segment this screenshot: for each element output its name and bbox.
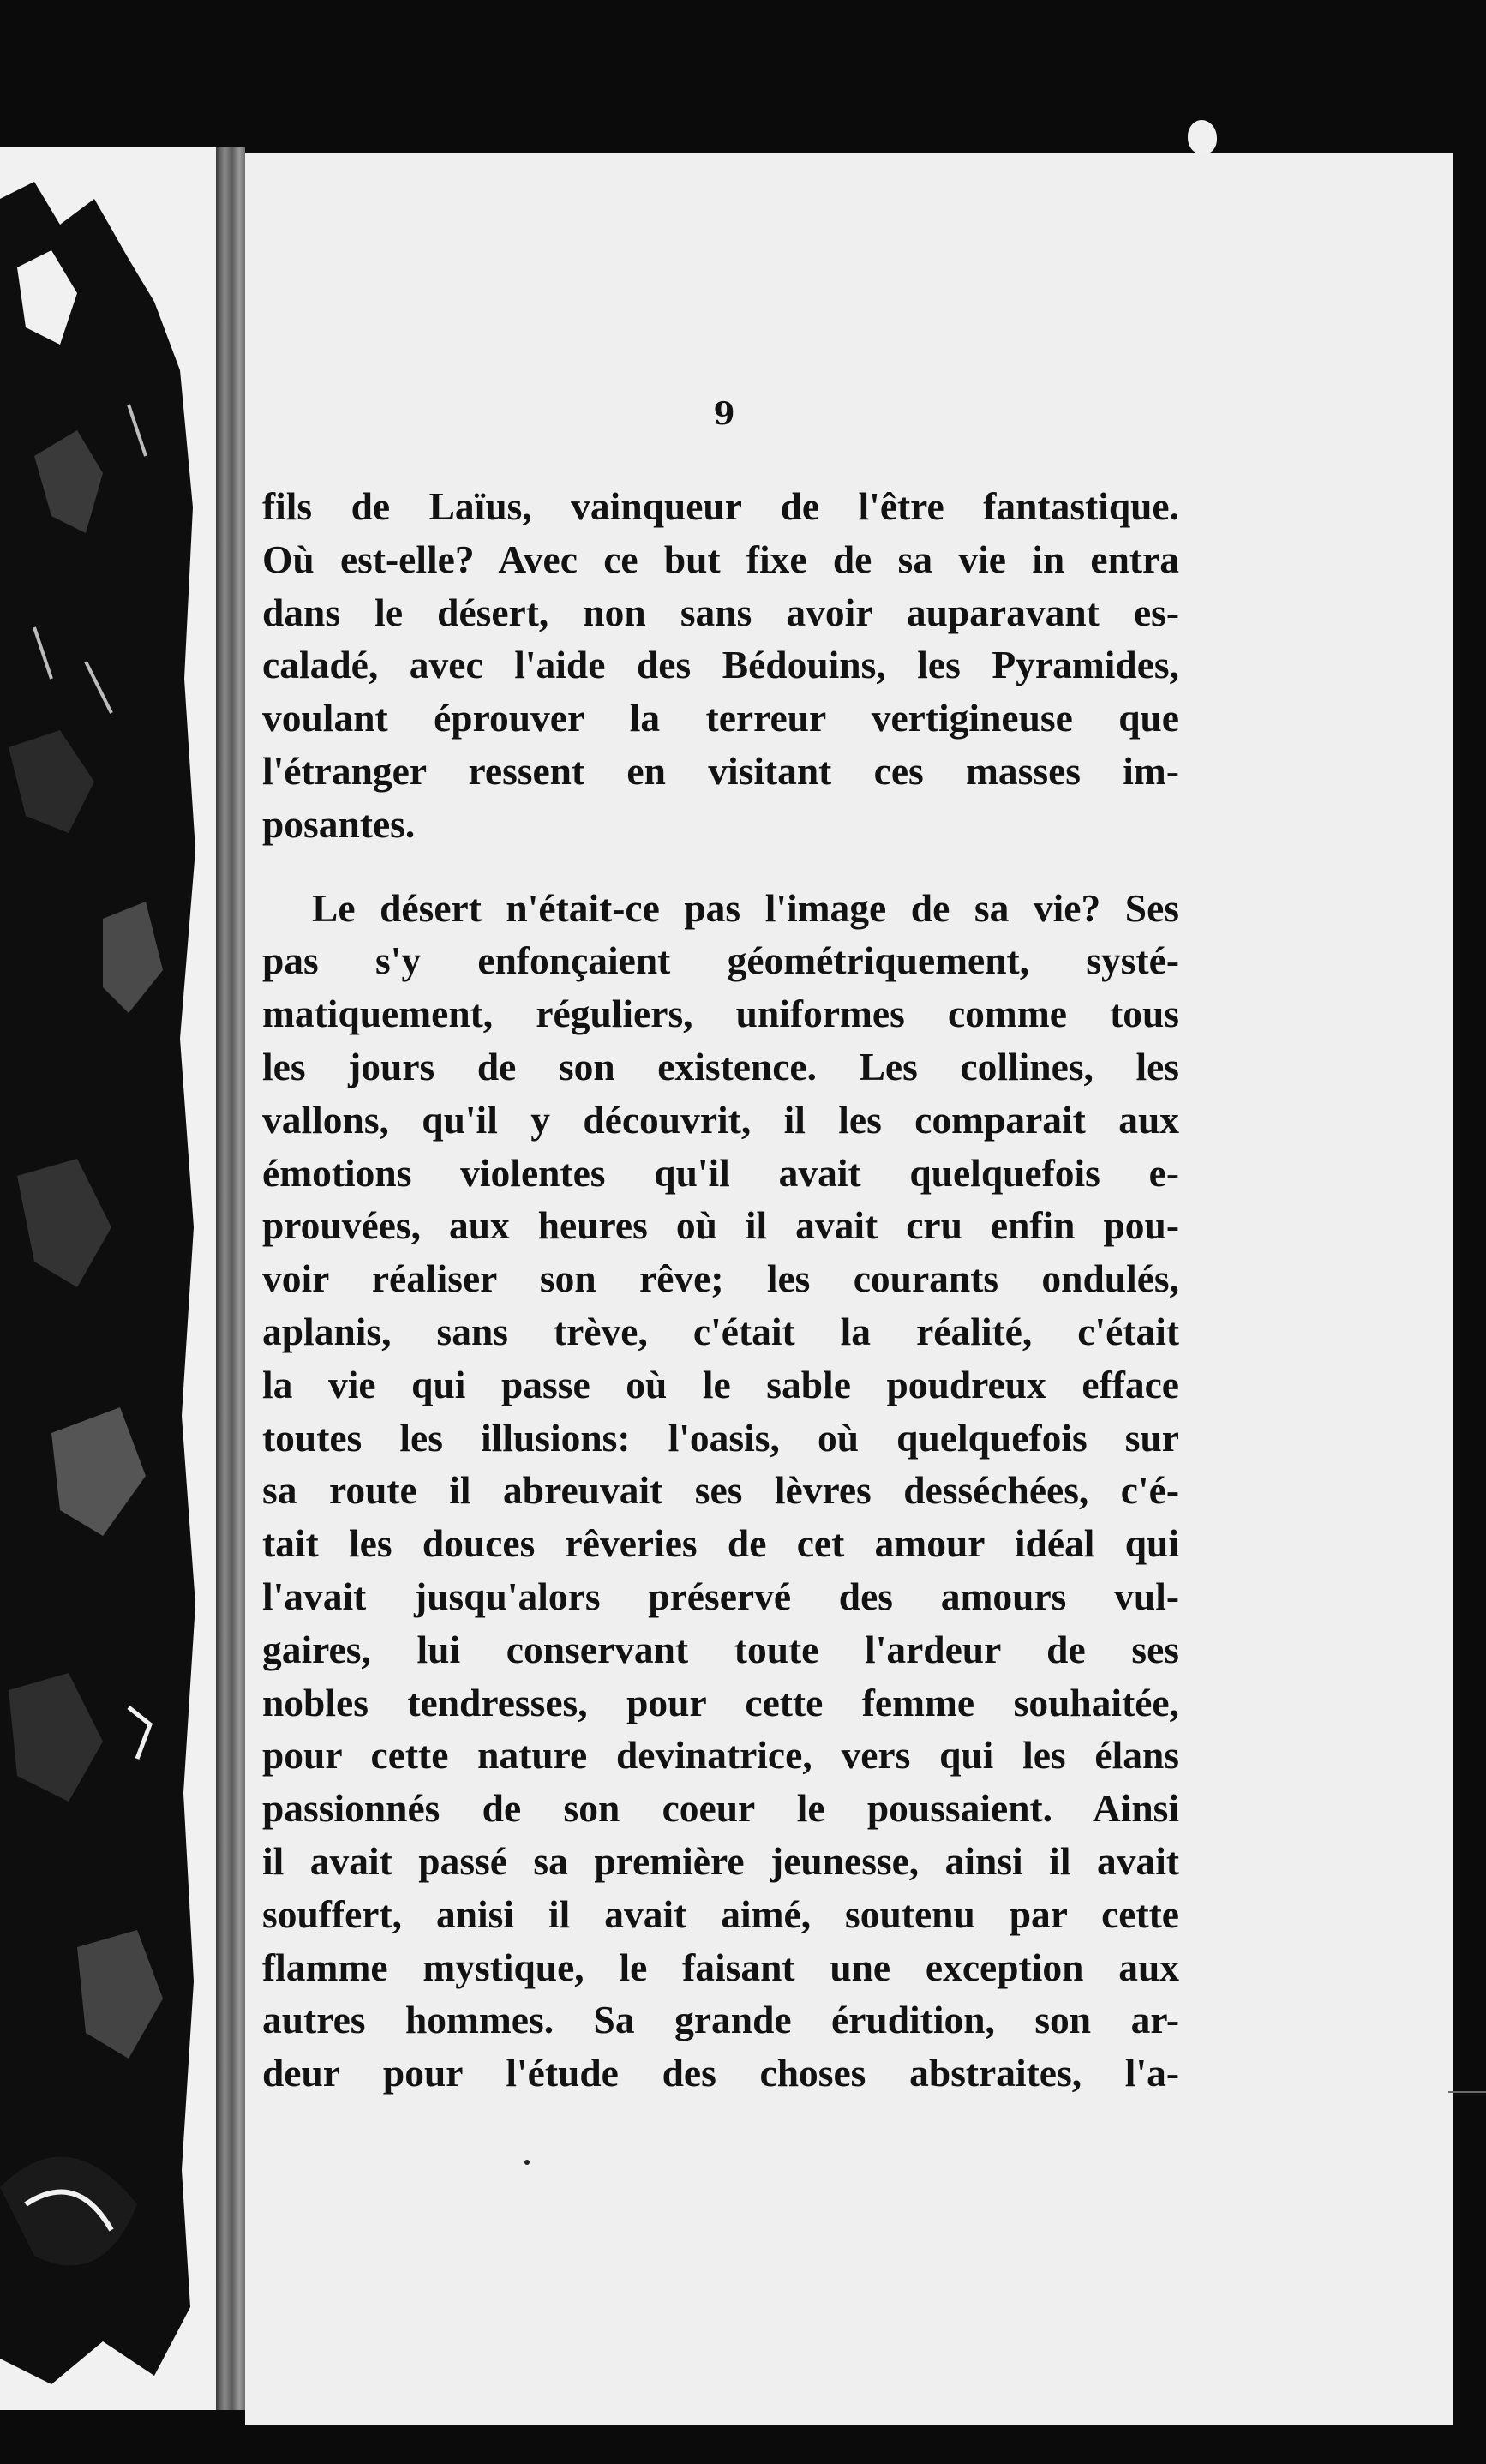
text-line: les jours de son existence. Les collines, les <box>262 1044 1179 1088</box>
text-line: toutes les illusions: l'oasis, où quelquefois sur <box>262 1415 1179 1460</box>
text-line: Où est-elle? Avec ce but fixe de sa vie in entra <box>262 537 1179 581</box>
text-line: aplanis, sans trève, c'était la réalité, c'était <box>262 1309 1179 1353</box>
paragraph-gap <box>262 851 1179 882</box>
text-line: fils de Laïus, vainqueur de l'être fantastique. <box>262 484 1179 528</box>
text-line: matiquement, réguliers, uniformes comme tous <box>262 992 1179 1036</box>
text-line: tait les douces rêveries de cet amour idéal qui <box>262 1521 1179 1566</box>
ink-dot <box>524 2160 530 2165</box>
text-line: il avait passé sa première jeunesse, ainsi il avait <box>262 1838 1179 1883</box>
text-line: la vie qui passe où le sable poudreux efface <box>262 1362 1179 1406</box>
text-line: émotions violentes qu'il avait quelquefois e- <box>262 1150 1179 1195</box>
scan-line-artifact <box>1448 2091 1486 2093</box>
text-line: Le désert n'était-ce pas l'image de sa vie? Ses <box>312 885 1179 930</box>
text-line: voir réaliser son rêve; les courants ondulés, <box>262 1256 1179 1301</box>
text-line: posantes. <box>262 801 416 846</box>
body-text <box>262 480 1179 2100</box>
text-line: deur pour l'étude des choses abstraites, l'a- <box>262 2051 1179 2095</box>
text-line: l'avait jusqu'alors préservé des amours vul- <box>262 1574 1179 1618</box>
text-line: prouvées, aux heures où il avait cru enfin pou- <box>262 1203 1179 1248</box>
text-line: pas s'y enfonçaient géométriquement, systé- <box>262 938 1179 983</box>
text-line: caladé, avec l'aide des Bédouins, les Pyramides, <box>262 643 1179 687</box>
page-number: 9 <box>713 396 735 432</box>
text-line: pour cette nature devinatrice, vers qui les élans <box>262 1733 1179 1778</box>
text-line: souffert, anisi il avait aimé, soutenu par cette <box>262 1891 1179 1936</box>
text-line: l'étranger ressent en visitant ces masses im- <box>262 748 1179 793</box>
text-line: nobles tendresses, pour cette femme souhaitée, <box>262 1680 1179 1724</box>
binding-gutter <box>216 147 245 2410</box>
paragraph <box>262 480 1179 851</box>
engraving-illustration <box>0 147 197 2410</box>
text-line: gaires, lui conservant toute l'ardeur de ses <box>262 1627 1179 1671</box>
text-line: passionnés de son coeur le poussaient. Ainsi <box>262 1786 1179 1831</box>
text-line: vallons, qu'il y découvrit, il les comparait aux <box>262 1097 1179 1142</box>
scan-speck <box>1188 120 1217 154</box>
text-line: sa route il abreuvait ses lèvres desséchées, c'é- <box>262 1468 1179 1513</box>
text-line: dans le désert, non sans avoir auparavant es- <box>262 590 1179 634</box>
text-line: voulant éprouver la terreur vertigineuse que <box>262 696 1179 740</box>
paragraph <box>262 882 1179 2100</box>
text-line: flamme mystique, le faisant une exception aux <box>262 1945 1179 1989</box>
text-line: autres hommes. Sa grande érudition, son ar- <box>262 1998 1179 2042</box>
